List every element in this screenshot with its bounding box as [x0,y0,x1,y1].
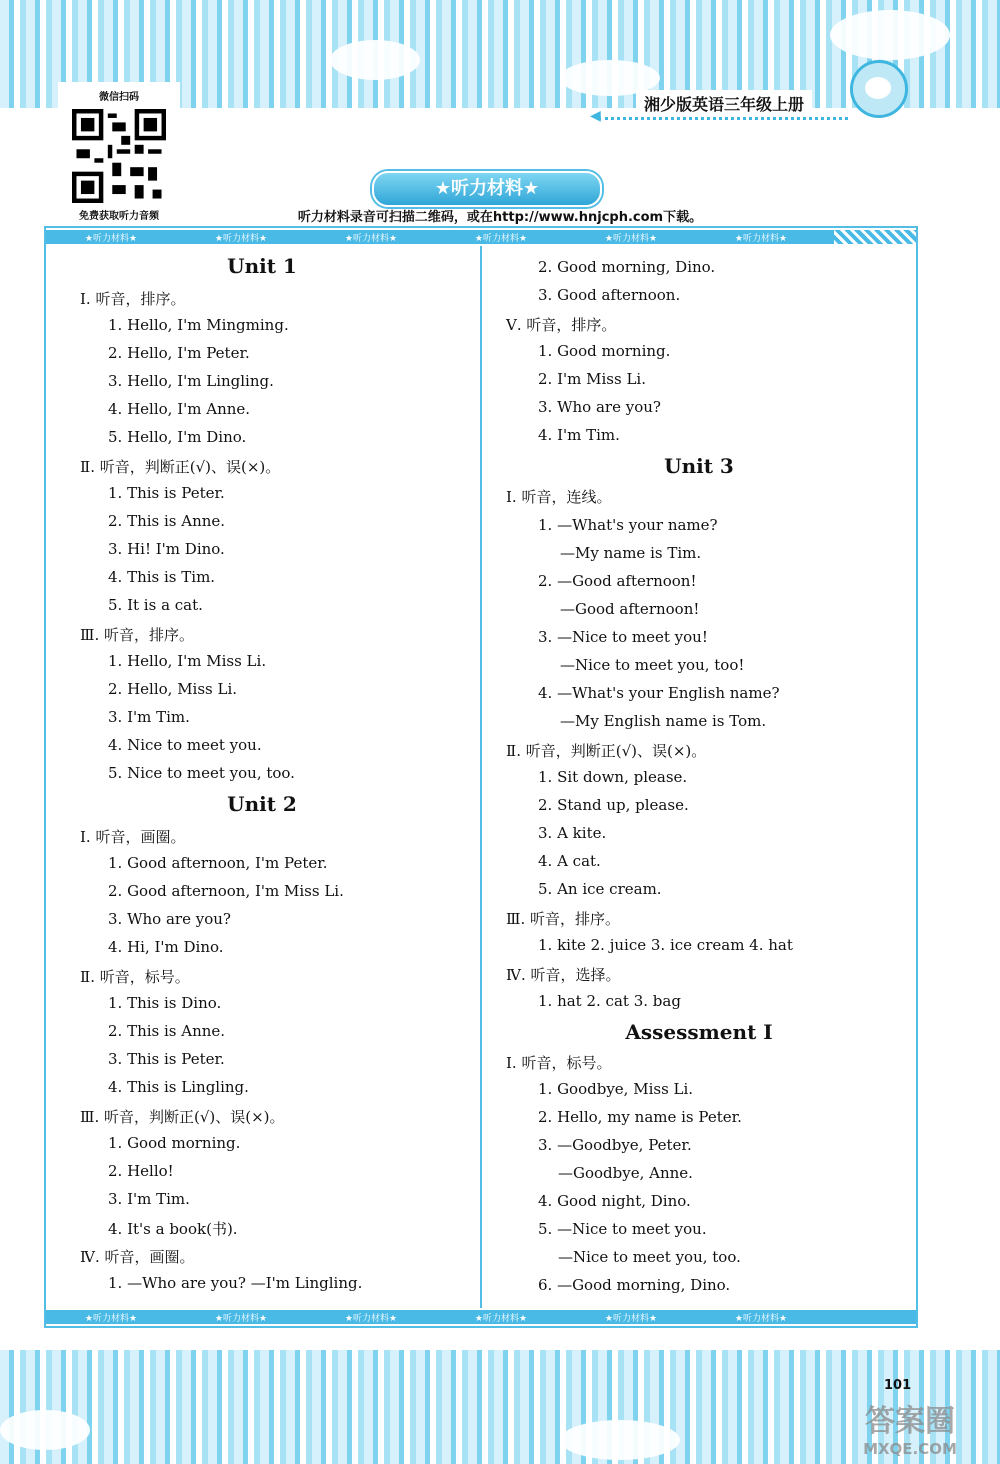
qr-title: 微信扫码 [99,92,139,103]
list-item: 5. It is a cat. [108,596,203,614]
section-heading: Ⅴ. 听音，排序。 [506,316,617,334]
list-item: 2. Hello! [108,1162,174,1180]
section-heading: Ⅳ. 听音，画圈。 [80,1248,195,1266]
list-item: 4. This is Lingling. [108,1078,249,1096]
bar-label: ★听力材料★ [214,1313,268,1324]
unit-title: Assessment Ⅰ [625,1020,773,1044]
list-item: 2. Hello, my name is Peter. [538,1108,742,1126]
list-item: 4. —What's your English name? [538,684,780,702]
bar-label: ★听力材料★ [344,233,398,244]
section-heading: Ⅱ. 听音，判断正(√)、误(×)。 [506,742,707,760]
list-item: 1. This is Dino. [108,994,222,1012]
unit-title: Unit 3 [664,454,734,478]
list-item: 3. I'm Tim. [108,708,190,726]
list-item: 4. Hello, I'm Anne. [108,400,251,418]
qr-code-icon [72,109,166,203]
list-item: —Nice to meet you, too! [560,656,745,674]
list-item: 2. This is Anne. [108,512,226,530]
section-heading: Ⅲ. 听音，判断正(√)、误(×)。 [80,1108,285,1126]
section-heading: Ⅲ. 听音，排序。 [506,910,621,928]
list-item: 2. Hello, Miss Li. [108,680,238,698]
footer-bar [46,1310,916,1324]
section-heading: Ⅲ. 听音，排序。 [80,626,195,644]
list-item: 1. Goodbye, Miss Li. [538,1080,694,1098]
list-item: 3. Who are you? [538,398,661,416]
page-number: 101 [884,1378,912,1393]
list-item: —Good afternoon! [560,600,700,618]
bar-label: ★听力材料★ [84,1313,138,1324]
hatch-decoration [834,230,916,244]
list-item: 1. —Who are you? —I'm Lingling. [108,1274,363,1292]
list-item: 3. Hi! I'm Dino. [108,540,225,558]
list-item: —Nice to meet you, too. [558,1248,741,1266]
list-item: 2. Stand up, please. [538,796,689,814]
section-heading: Ⅰ. 听音，画圈。 [80,828,186,846]
cloud-decoration [560,1420,680,1460]
list-item: 1. —What's your name? [538,516,718,534]
list-item: 3. I'm Tim. [108,1190,190,1208]
list-item: 4. Good night, Dino. [538,1192,691,1210]
list-item: 1. Good afternoon, I'm Peter. [108,854,328,872]
unit-title: Unit 2 [227,792,297,816]
cloud-decoration [330,40,420,80]
content-frame [44,226,918,1328]
bar-label: ★听力材料★ [474,233,528,244]
bar-label: ★听力材料★ [214,233,268,244]
book-title: 湘少版英语三年级上册 [636,90,812,117]
section-heading: Ⅳ. 听音，选择。 [506,966,621,984]
list-item: 3. —Nice to meet you! [538,628,708,646]
header-bar [46,230,916,244]
qr-footer: 免费获取听力音频 [79,211,159,222]
list-item: —My English name is Tom. [560,712,767,730]
list-item: 5. —Nice to meet you. [538,1220,707,1238]
list-item: 3. Hello, I'm Lingling. [108,372,274,390]
list-item: 1. Good morning. [108,1134,241,1152]
cloud-decoration [0,1410,90,1450]
title-underline [598,117,848,120]
section-heading: Ⅰ. 听音，连线。 [506,488,612,506]
list-item: 3. Good afternoon. [538,286,681,304]
list-item: —Goodbye, Anne. [558,1164,693,1182]
list-item: 3. —Goodbye, Peter. [538,1136,692,1154]
bar-label: ★听力材料★ [604,233,658,244]
bar-label: ★听力材料★ [84,233,138,244]
bar-label: ★听力材料★ [344,1313,398,1324]
list-item: 4. I'm Tim. [538,426,620,444]
list-item: 4. Nice to meet you. [108,736,262,754]
list-item: 5. Hello, I'm Dino. [108,428,247,446]
list-item: 3. This is Peter. [108,1050,225,1068]
download-note: 听力材料录音可扫描二维码，或在http://www.hnjcph.com下载。 [297,210,703,225]
list-item: 1. This is Peter. [108,484,225,502]
list-item: 3. A kite. [538,824,607,842]
section-heading: Ⅰ. 听音，排序。 [80,290,186,308]
list-item: 2. Good afternoon, I'm Miss Li. [108,882,344,900]
column-divider [480,246,482,1308]
list-item: 1. kite 2. juice 3. ice cream 4. hat [538,936,793,954]
list-item: 1. hat 2. cat 3. bag [538,992,681,1010]
watermark-url: MXQE.COM [863,1440,957,1458]
list-item: —My name is Tim. [560,544,702,562]
list-item: 4. Hi, I'm Dino. [108,938,224,956]
list-item: 6. —Good morning, Dino. [538,1276,731,1294]
list-item: 2. Good morning, Dino. [538,258,716,276]
watermark-text: 答案圈 [865,1404,955,1439]
list-item: 4. This is Tim. [108,568,216,586]
list-item: 5. Nice to meet you, too. [108,764,295,782]
section-heading: Ⅱ. 听音，判断正(√)、误(×)。 [80,458,281,476]
list-item: 5. An ice cream. [538,880,662,898]
list-item: 4. It's a book(书). [108,1220,238,1238]
list-item: 1. Sit down, please. [538,768,688,786]
arrow-icon: ◀ [590,108,601,124]
list-item: 1. Hello, I'm Miss Li. [108,652,267,670]
section-heading: Ⅰ. 听音，标号。 [506,1054,612,1072]
list-item: 3. Who are you? [108,910,231,928]
cloud-decoration [830,10,950,60]
mascot-icon [850,60,908,118]
section-banner: ★听力材料★ [372,171,602,207]
list-item: 2. Hello, I'm Peter. [108,344,250,362]
list-item: 4. A cat. [538,852,601,870]
unit-title: Unit 1 [227,254,297,278]
list-item: 1. Hello, I'm Mingming. [108,316,289,334]
bar-label: ★听力材料★ [734,1313,788,1324]
bar-label: ★听力材料★ [604,1313,658,1324]
list-item: 2. This is Anne. [108,1022,226,1040]
qr-code-area [58,82,180,224]
list-item: 1. Good morning. [538,342,671,360]
list-item: 2. I'm Miss Li. [538,370,646,388]
watermark-logo [830,1396,990,1462]
section-heading: Ⅱ. 听音，标号。 [80,968,190,986]
list-item: 2. —Good afternoon! [538,572,697,590]
bar-label: ★听力材料★ [474,1313,528,1324]
bar-label: ★听力材料★ [734,233,788,244]
